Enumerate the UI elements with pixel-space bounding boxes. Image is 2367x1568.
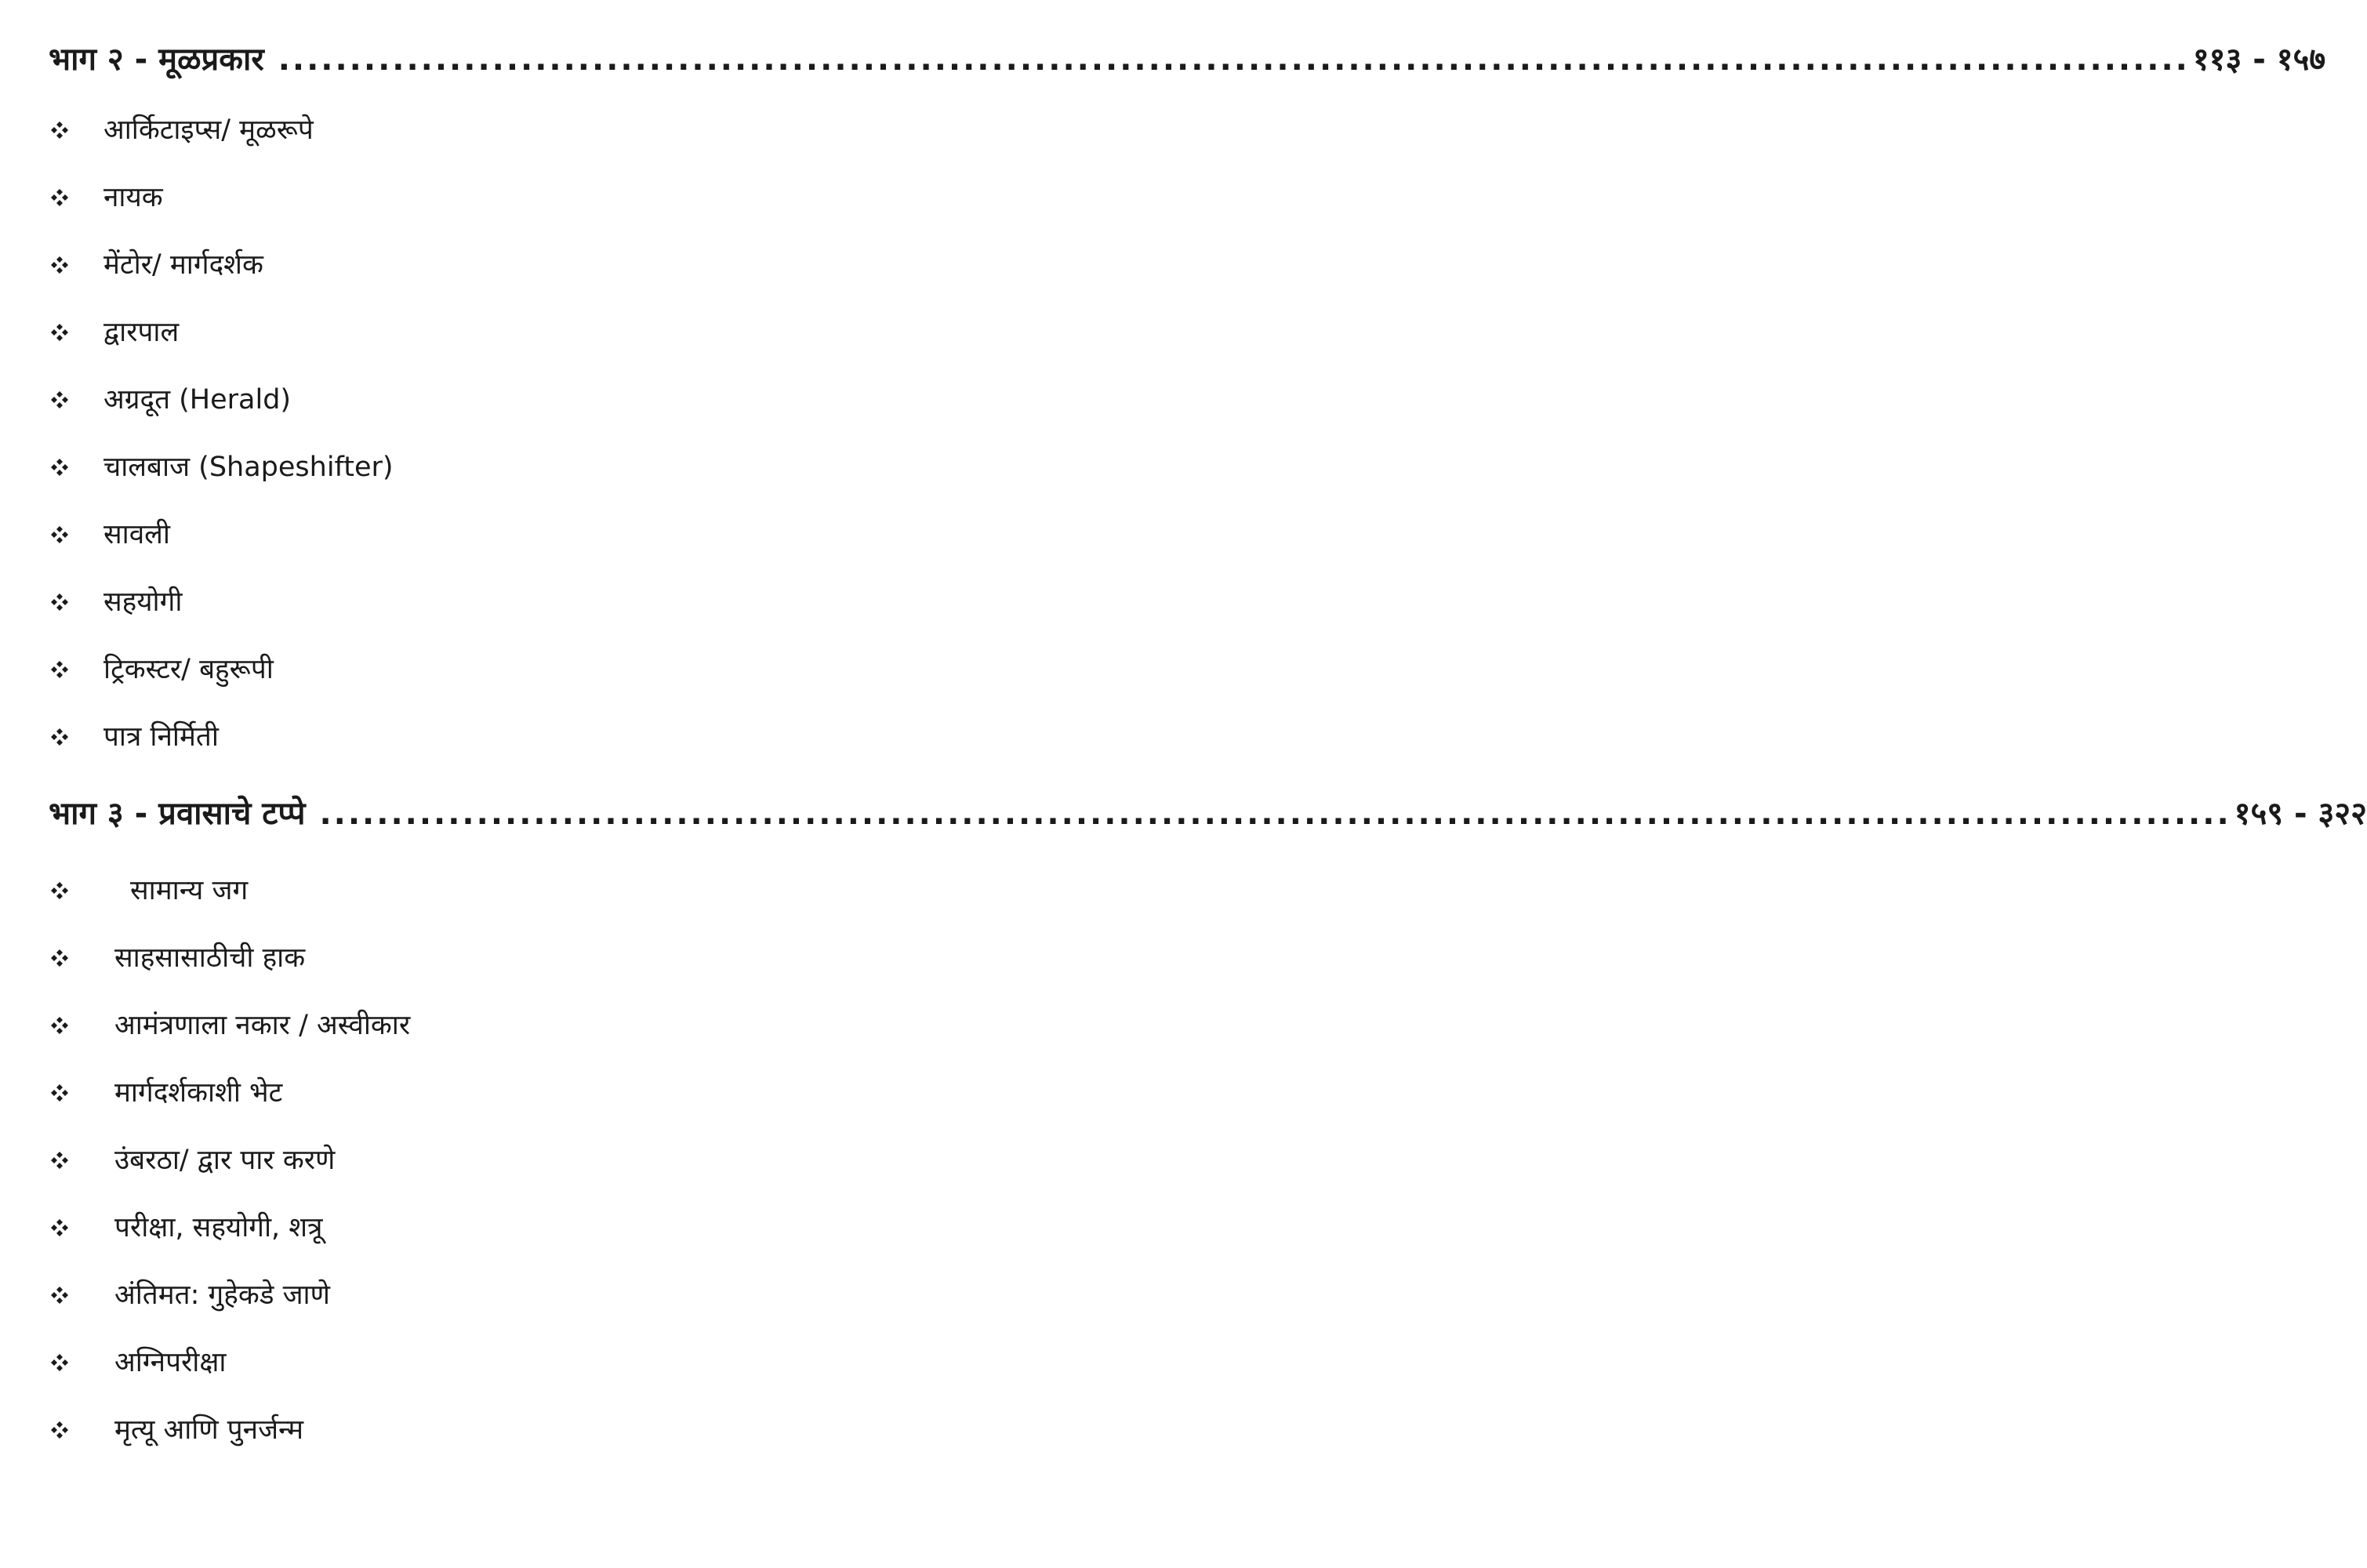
list-item-label: परीक्षा, सहयोगी, शत्रू (114, 1212, 323, 1243)
list-item-label: सावली (103, 519, 170, 550)
list-item-label: मार्गदर्शकाशी भेट (114, 1077, 283, 1109)
page-range: १५९ - ३२२ (2234, 796, 2367, 832)
list-item-label: द्वारपाल (103, 317, 180, 348)
four-diamond-bullet-icon (49, 119, 71, 141)
four-diamond-bullet-icon (49, 1014, 71, 1036)
four-diamond-bullet-icon (49, 456, 71, 478)
list-item-label: पात्र निर्मिती (103, 721, 219, 753)
four-diamond-bullet-icon (49, 254, 71, 276)
list-item-label: मेंटोर/ मार्गदर्शक (103, 249, 263, 281)
list-item (49, 445, 394, 489)
list-item-label: चालबाज (Shapeshifter) (103, 452, 394, 483)
four-diamond-bullet-icon (49, 1217, 71, 1239)
list-item-label: अग्रदूत (Herald) (103, 384, 292, 416)
list-item (49, 1408, 303, 1452)
list-item-label: अंतिमत: गुहेकडे जाणे (114, 1279, 330, 1311)
list-item (49, 1273, 330, 1317)
list-item (49, 513, 170, 557)
list-item (49, 936, 305, 980)
four-diamond-bullet-icon (49, 1419, 71, 1441)
list-item (49, 1341, 227, 1385)
list-item-label: आमंत्रणाला नकार / अस्वीकार (114, 1010, 411, 1041)
section-title: भाग ३ - प्रवासाचे टप्पे (49, 796, 306, 832)
section-heading-part-2 (49, 38, 2326, 82)
four-diamond-bullet-icon (49, 389, 71, 411)
list-item-label: सामान्य जग (130, 875, 249, 906)
four-diamond-bullet-icon (49, 1149, 71, 1171)
list-item-label: साहसासाठीची हाक (114, 942, 306, 974)
list-item (49, 378, 291, 422)
list-item-label: आर्किटाइप्स/ मूळरूपे (103, 114, 314, 146)
page-range: ११३ - १५७ (2192, 42, 2326, 78)
list-item-label: ट्रिकस्टर/ बहुरूपी (103, 654, 274, 685)
list-item (49, 648, 274, 691)
section-title: भाग २ - मूळप्रकार (49, 42, 264, 78)
four-diamond-bullet-icon (49, 187, 71, 209)
list-item (49, 580, 182, 624)
four-diamond-bullet-icon (49, 1284, 71, 1306)
list-item (49, 1071, 282, 1115)
four-diamond-bullet-icon (49, 591, 71, 613)
section-heading-part-3 (49, 792, 2367, 836)
list-item-label: सहयोगी (103, 586, 183, 618)
four-diamond-bullet-icon (49, 524, 71, 546)
leader-dots: ...................................................................................................................................... (278, 42, 2190, 78)
four-diamond-bullet-icon (49, 880, 71, 902)
list-item (49, 108, 314, 152)
list-item-label: मृत्यू आणि पुनर्जन्म (114, 1414, 304, 1446)
four-diamond-bullet-icon (49, 1352, 71, 1374)
list-item-label: उंबरठा/ द्वार पार करणे (114, 1145, 336, 1176)
list-item (49, 1138, 335, 1182)
list-item (49, 310, 179, 354)
list-item-label: अग्निपरीक्षा (114, 1347, 227, 1378)
list-item (49, 243, 263, 287)
four-diamond-bullet-icon (49, 659, 71, 681)
four-diamond-bullet-icon (49, 947, 71, 969)
four-diamond-bullet-icon (49, 726, 71, 748)
leader-dots: ...................................................................................................................................... (319, 796, 2231, 832)
four-diamond-bullet-icon (49, 321, 71, 343)
list-item-label: नायक (103, 182, 163, 213)
list-item (49, 869, 248, 913)
list-item (49, 1206, 322, 1250)
list-item (49, 1004, 410, 1047)
list-item (49, 715, 219, 759)
list-item (49, 176, 163, 220)
four-diamond-bullet-icon (49, 1082, 71, 1104)
